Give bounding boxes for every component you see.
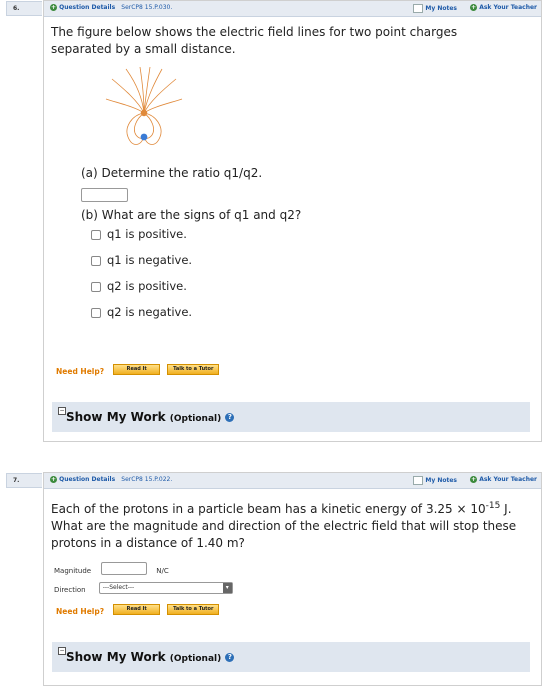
ask-teacher-button[interactable]: + Ask Your Teacher [471, 476, 537, 483]
question-details-label: Question Details [59, 476, 116, 483]
question-6-number: 6. [6, 1, 42, 16]
read-it-button[interactable]: Read It [113, 604, 160, 615]
plus-circle-icon: + [50, 4, 57, 11]
checkbox[interactable] [91, 282, 101, 292]
show-my-work-label: Show My Work [66, 650, 166, 664]
part-a-text: (a) Determine the ratio q1/q2. [81, 166, 263, 180]
question-6 [13, 0, 542, 442]
need-help-row: Need Help? Read It Talk to a Tutor [56, 599, 219, 618]
notes-icon [413, 4, 423, 13]
option-q1-negative[interactable]: q1 is negative. [91, 253, 192, 267]
question-7-number: 7. [6, 473, 42, 488]
checkbox[interactable] [91, 256, 101, 266]
electric-field-figure [104, 65, 184, 155]
magnitude-label: Magnitude [54, 567, 92, 575]
direction-label: Direction [54, 586, 86, 594]
question-details-link[interactable] [50, 476, 172, 483]
minus-box-icon[interactable]: − [59, 647, 65, 654]
option-q2-negative[interactable]: q2 is negative. [91, 305, 192, 319]
show-my-work-panel[interactable] [52, 402, 530, 432]
question-6-header [13, 1, 541, 17]
help-circle-icon[interactable]: ? [225, 653, 234, 662]
question-6-intro: The figure below shows the electric field lines for two point charges separated by a small distance. [51, 25, 458, 56]
direction-row [54, 577, 233, 596]
question-source: SerCP8 15.P.022. [121, 476, 173, 483]
notes-icon [413, 476, 423, 485]
part-b-text: (b) What are the signs of q1 and q2? [81, 208, 302, 222]
talk-to-tutor-button[interactable]: Talk to a Tutor [167, 604, 219, 615]
magnitude-input[interactable] [101, 562, 147, 575]
show-my-work-panel[interactable] [52, 642, 530, 672]
optional-label: (Optional) [169, 414, 222, 424]
option-q1-positive[interactable]: q1 is positive. [91, 227, 187, 241]
minus-box-icon[interactable]: − [59, 407, 65, 414]
question-7-header [13, 473, 541, 489]
question-details-label: Question Details [59, 4, 116, 11]
plus-circle-icon: + [471, 476, 477, 483]
option-q2-positive[interactable]: q2 is positive. [91, 279, 187, 293]
show-my-work-label: Show My Work [66, 410, 166, 424]
help-circle-icon[interactable]: ? [225, 413, 234, 422]
checkbox[interactable] [91, 308, 101, 318]
read-it-button[interactable]: Read It [113, 364, 160, 375]
question-7 [13, 472, 542, 686]
question-details-link[interactable] [50, 4, 172, 11]
plus-circle-icon: + [471, 4, 477, 11]
checkbox[interactable] [91, 230, 101, 240]
my-notes-button[interactable]: My Notes [413, 4, 457, 13]
direction-select[interactable]: ---Select--- ▾ [99, 582, 233, 594]
ratio-answer-input[interactable] [81, 188, 128, 202]
plus-circle-icon: + [50, 476, 57, 483]
talk-to-tutor-button[interactable]: Talk to a Tutor [167, 364, 219, 375]
ask-teacher-button[interactable]: + Ask Your Teacher [471, 4, 537, 11]
question-source: SerCP8 15.P.030. [121, 4, 173, 11]
magnitude-row [54, 558, 169, 577]
my-notes-button[interactable]: My Notes [413, 476, 457, 485]
magnitude-unit: N/C [156, 567, 169, 575]
need-help-row: Need Help? Read It Talk to a Tutor [56, 359, 219, 378]
optional-label: (Optional) [169, 654, 222, 664]
question-7-text: Each of the protons in a particle beam has a kinetic energy of $3.25 \times 10^{-15}$ J. What are the magnitude and direction of the electric field that will stop these protons in a distance of 1.40 m? [51, 501, 517, 550]
dropdown-arrow-icon[interactable]: ▾ [223, 583, 232, 593]
